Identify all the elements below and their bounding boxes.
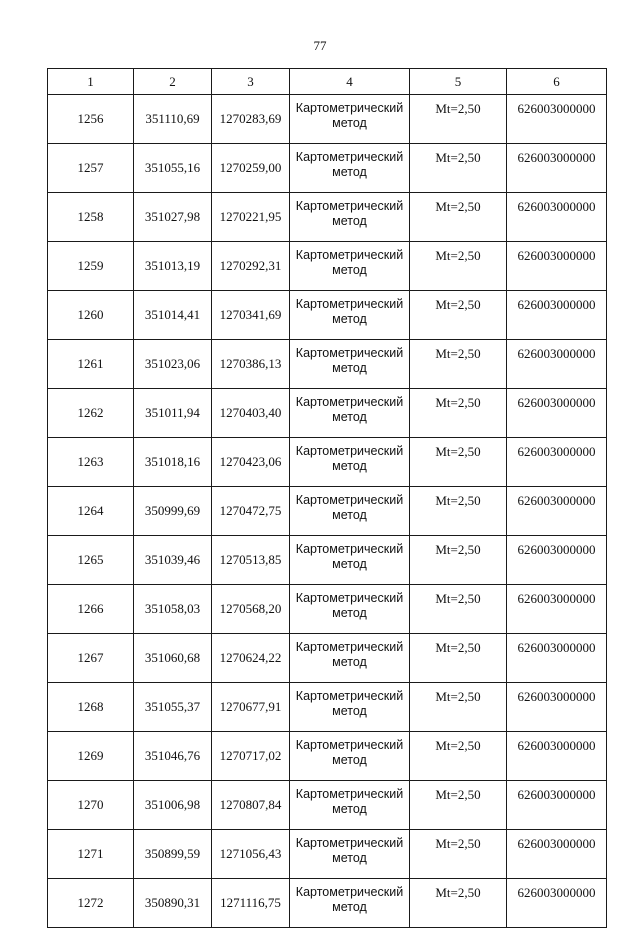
code-cell: 626003000000 — [507, 585, 607, 634]
y-coordinate-cell: 1270403,40 — [212, 389, 290, 438]
accuracy-cell: Mt=2,50 — [410, 781, 507, 830]
x-coordinate-cell: 350999,69 — [134, 487, 212, 536]
x-coordinate-cell: 351018,16 — [134, 438, 212, 487]
x-coordinate-cell: 350890,31 — [134, 879, 212, 928]
y-coordinate-cell: 1270386,13 — [212, 340, 290, 389]
code-cell: 626003000000 — [507, 340, 607, 389]
method-cell: Картометрический метод — [290, 438, 410, 487]
table-header — [48, 69, 607, 95]
y-coordinate-cell: 1270677,91 — [212, 683, 290, 732]
y-coordinate-cell: 1270807,84 — [212, 781, 290, 830]
method-cell: Картометрический метод — [290, 781, 410, 830]
table-row — [48, 193, 607, 242]
x-coordinate-cell: 351027,98 — [134, 193, 212, 242]
x-coordinate-cell: 350899,59 — [134, 830, 212, 879]
y-coordinate-cell: 1270259,00 — [212, 144, 290, 193]
x-coordinate-cell: 351023,06 — [134, 340, 212, 389]
method-cell: Картометрический метод — [290, 683, 410, 732]
code-cell: 626003000000 — [507, 291, 607, 340]
code-cell: 626003000000 — [507, 193, 607, 242]
table-row — [48, 487, 607, 536]
code-cell: 626003000000 — [507, 732, 607, 781]
point-number-cell: 1262 — [48, 389, 134, 438]
accuracy-cell: Mt=2,50 — [410, 879, 507, 928]
code-cell: 626003000000 — [507, 438, 607, 487]
point-number-cell: 1269 — [48, 732, 134, 781]
y-coordinate-cell: 1270283,69 — [212, 95, 290, 144]
table-row — [48, 536, 607, 585]
point-number-cell: 1261 — [48, 340, 134, 389]
code-cell: 626003000000 — [507, 683, 607, 732]
method-cell: Картометрический метод — [290, 487, 410, 536]
header-col-5: 5 — [410, 69, 507, 95]
method-cell: Картометрический метод — [290, 340, 410, 389]
accuracy-cell: Mt=2,50 — [410, 242, 507, 291]
y-coordinate-cell: 1270423,06 — [212, 438, 290, 487]
point-number-cell: 1267 — [48, 634, 134, 683]
accuracy-cell: Mt=2,50 — [410, 487, 507, 536]
header-col-2: 2 — [134, 69, 212, 95]
x-coordinate-cell: 351011,94 — [134, 389, 212, 438]
x-coordinate-cell: 351060,68 — [134, 634, 212, 683]
accuracy-cell: Mt=2,50 — [410, 634, 507, 683]
accuracy-cell: Mt=2,50 — [410, 438, 507, 487]
table-row — [48, 879, 607, 928]
method-cell: Картометрический метод — [290, 144, 410, 193]
table-row — [48, 830, 607, 879]
x-coordinate-cell: 351039,46 — [134, 536, 212, 585]
y-coordinate-cell: 1270513,85 — [212, 536, 290, 585]
header-col-6: 6 — [507, 69, 607, 95]
method-cell: Картометрический метод — [290, 193, 410, 242]
x-coordinate-cell: 351046,76 — [134, 732, 212, 781]
table-row — [48, 389, 607, 438]
method-cell: Картометрический метод — [290, 536, 410, 585]
y-coordinate-cell: 1271056,43 — [212, 830, 290, 879]
code-cell: 626003000000 — [507, 634, 607, 683]
table-row — [48, 95, 607, 144]
method-cell: Картометрический метод — [290, 95, 410, 144]
y-coordinate-cell: 1271116,75 — [212, 879, 290, 928]
accuracy-cell: Mt=2,50 — [410, 291, 507, 340]
accuracy-cell: Mt=2,50 — [410, 340, 507, 389]
table-row — [48, 242, 607, 291]
point-number-cell: 1266 — [48, 585, 134, 634]
accuracy-cell: Mt=2,50 — [410, 732, 507, 781]
header-col-3: 3 — [212, 69, 290, 95]
y-coordinate-cell: 1270624,22 — [212, 634, 290, 683]
code-cell: 626003000000 — [507, 536, 607, 585]
point-number-cell: 1271 — [48, 830, 134, 879]
table-row — [48, 634, 607, 683]
point-number-cell: 1260 — [48, 291, 134, 340]
code-cell: 626003000000 — [507, 95, 607, 144]
code-cell: 626003000000 — [507, 242, 607, 291]
header-row — [48, 69, 607, 95]
code-cell: 626003000000 — [507, 487, 607, 536]
method-cell: Картометрический метод — [290, 830, 410, 879]
table-row — [48, 340, 607, 389]
x-coordinate-cell: 351058,03 — [134, 585, 212, 634]
accuracy-cell: Mt=2,50 — [410, 830, 507, 879]
table-body — [48, 95, 607, 928]
point-number-cell: 1272 — [48, 879, 134, 928]
point-number-cell: 1257 — [48, 144, 134, 193]
x-coordinate-cell: 351014,41 — [134, 291, 212, 340]
x-coordinate-cell: 351013,19 — [134, 242, 212, 291]
table-row — [48, 291, 607, 340]
method-cell: Картометрический метод — [290, 634, 410, 683]
method-cell: Картометрический метод — [290, 732, 410, 781]
header-col-4: 4 — [290, 69, 410, 95]
accuracy-cell: Mt=2,50 — [410, 95, 507, 144]
y-coordinate-cell: 1270292,31 — [212, 242, 290, 291]
point-number-cell: 1259 — [48, 242, 134, 291]
code-cell: 626003000000 — [507, 389, 607, 438]
table-row — [48, 732, 607, 781]
accuracy-cell: Mt=2,50 — [410, 389, 507, 438]
accuracy-cell: Mt=2,50 — [410, 536, 507, 585]
method-cell: Картометрический метод — [290, 242, 410, 291]
method-cell: Картометрический метод — [290, 585, 410, 634]
y-coordinate-cell: 1270221,95 — [212, 193, 290, 242]
method-cell: Картометрический метод — [290, 389, 410, 438]
table-row — [48, 144, 607, 193]
y-coordinate-cell: 1270341,69 — [212, 291, 290, 340]
page-number: 77 — [313, 38, 327, 53]
code-cell: 626003000000 — [507, 781, 607, 830]
accuracy-cell: Mt=2,50 — [410, 193, 507, 242]
table-row — [48, 585, 607, 634]
point-number-cell: 1258 — [48, 193, 134, 242]
accuracy-cell: Mt=2,50 — [410, 585, 507, 634]
point-number-cell: 1263 — [48, 438, 134, 487]
code-cell: 626003000000 — [507, 830, 607, 879]
code-cell: 626003000000 — [507, 144, 607, 193]
point-number-cell: 1265 — [48, 536, 134, 585]
method-cell: Картометрический метод — [290, 879, 410, 928]
table-row — [48, 683, 607, 732]
code-cell: 626003000000 — [507, 879, 607, 928]
table-row — [48, 781, 607, 830]
x-coordinate-cell: 351055,37 — [134, 683, 212, 732]
coordinates-table — [47, 68, 607, 928]
accuracy-cell: Mt=2,50 — [410, 144, 507, 193]
y-coordinate-cell: 1270472,75 — [212, 487, 290, 536]
point-number-cell: 1256 — [48, 95, 134, 144]
x-coordinate-cell: 351006,98 — [134, 781, 212, 830]
header-col-1: 1 — [48, 69, 134, 95]
point-number-cell: 1264 — [48, 487, 134, 536]
y-coordinate-cell: 1270717,02 — [212, 732, 290, 781]
table-row — [48, 438, 607, 487]
x-coordinate-cell: 351055,16 — [134, 144, 212, 193]
y-coordinate-cell: 1270568,20 — [212, 585, 290, 634]
point-number-cell: 1270 — [48, 781, 134, 830]
x-coordinate-cell: 351110,69 — [134, 95, 212, 144]
point-number-cell: 1268 — [48, 683, 134, 732]
method-cell: Картометрический метод — [290, 291, 410, 340]
accuracy-cell: Mt=2,50 — [410, 683, 507, 732]
